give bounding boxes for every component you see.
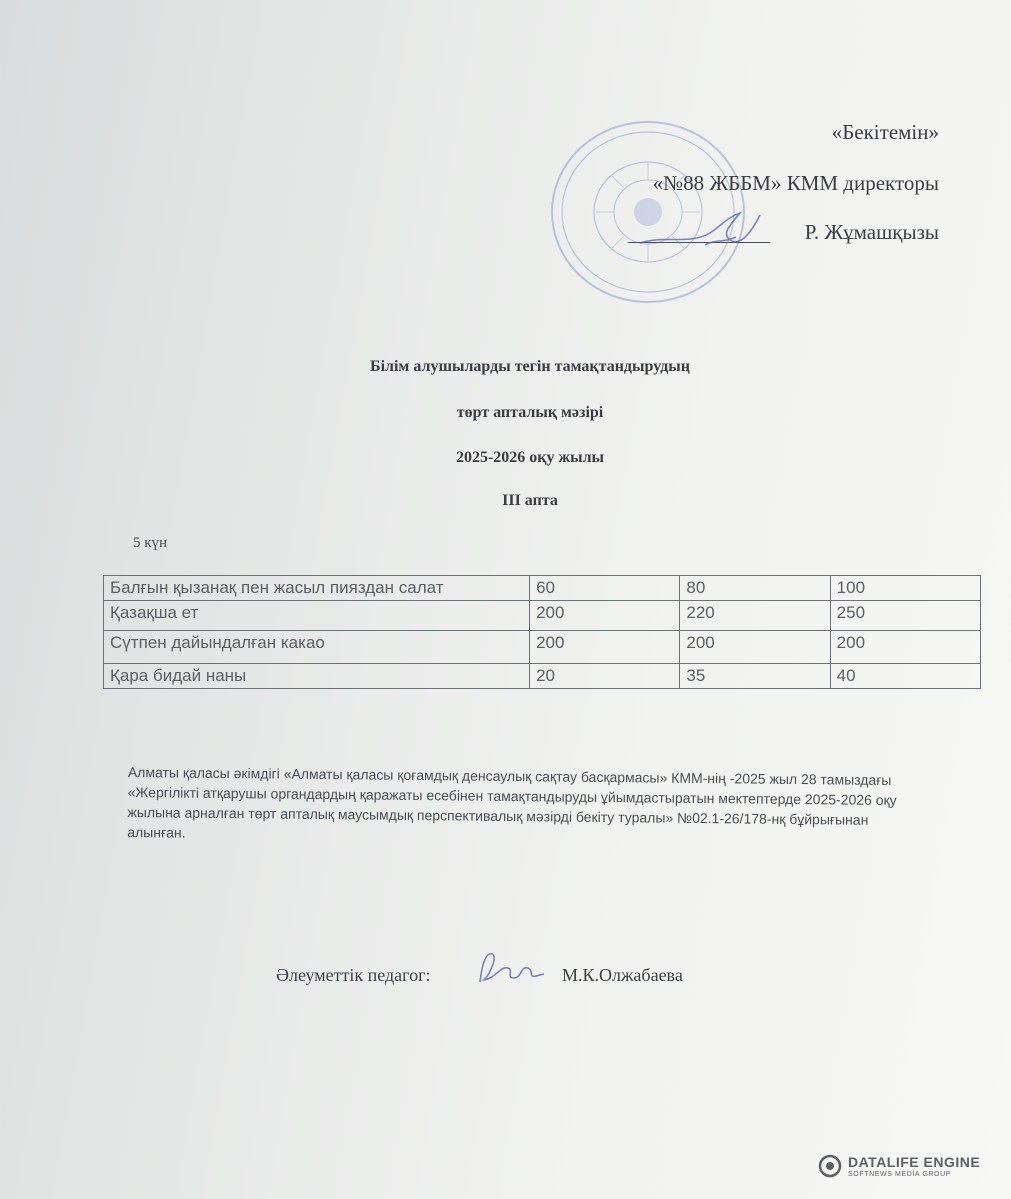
- watermark-subtitle: SOFTNEWS MEDIA GROUP: [848, 1170, 952, 1178]
- portion-1: 60: [530, 576, 680, 601]
- watermark-title: DATALIFE ENGINE: [848, 1153, 981, 1170]
- portion-2: 200: [680, 631, 830, 664]
- pedagogue-signature-icon: [470, 944, 550, 990]
- portion-2: 80: [680, 576, 830, 601]
- portion-1: 200: [530, 601, 680, 631]
- dish-name: Балғын қызанақ пен жасыл пияздан салат: [104, 576, 530, 601]
- portion-1: 20: [530, 664, 680, 689]
- signer-role: Әлеуметтік педагог:: [276, 965, 431, 985]
- portion-3: 100: [830, 576, 980, 601]
- menu-table: [103, 575, 981, 689]
- source-note: Алматы қаласы әкімдігі «Алматы қаласы қоғамдық денсаулық сақтау басқармасы» КММ-нің -2025 жыл 28 тамыздағы «Жергілікті атқарушы органдардың қаражаты есебінен тамақтандыруды ұйымдастыратын мектептерде 2025-2026 оқу жылына арналған төрт апталық маусымдық перспективалық мәзірді бекіту туралы» №02.1-26/178-нқ бұйрығынан алынған.: [127, 763, 897, 841]
- portion-2: 220: [680, 601, 830, 631]
- approval-heading: «Бекітемін»: [831, 120, 939, 144]
- dish-name: Қазақша ет: [104, 601, 530, 631]
- director-name: Р. Жұмашқызы: [804, 220, 939, 244]
- table-row: [104, 601, 981, 631]
- day-label: 5 күн: [133, 535, 168, 551]
- table-row: [104, 664, 981, 689]
- dish-name: Қара бидай наны: [104, 664, 530, 689]
- datalife-watermark: [818, 1154, 980, 1178]
- academic-year: 2025-2026 оқу жылы: [455, 449, 605, 466]
- approval-organization: «№88 ЖББМ» КММ директоры: [652, 171, 939, 195]
- portion-3: 200: [830, 631, 980, 664]
- portion-2: 35: [680, 664, 830, 689]
- portion-3: 250: [830, 601, 980, 631]
- document-subtitle: төрт апталық мәзірі: [456, 404, 604, 421]
- week-label: III апта: [502, 492, 558, 509]
- portion-3: 40: [830, 664, 980, 689]
- dish-name: Сүтпен дайындалған какао: [104, 631, 530, 664]
- datalife-logo-icon: [818, 1154, 842, 1178]
- table-row: [104, 576, 981, 601]
- director-signature-icon: [610, 195, 780, 255]
- signer-name: М.К.Олжабаева: [562, 965, 683, 985]
- portion-1: 200: [530, 631, 680, 664]
- table-row: [104, 631, 981, 664]
- document-title: Білім алушыларды тегін тамақтандырудың: [369, 358, 690, 375]
